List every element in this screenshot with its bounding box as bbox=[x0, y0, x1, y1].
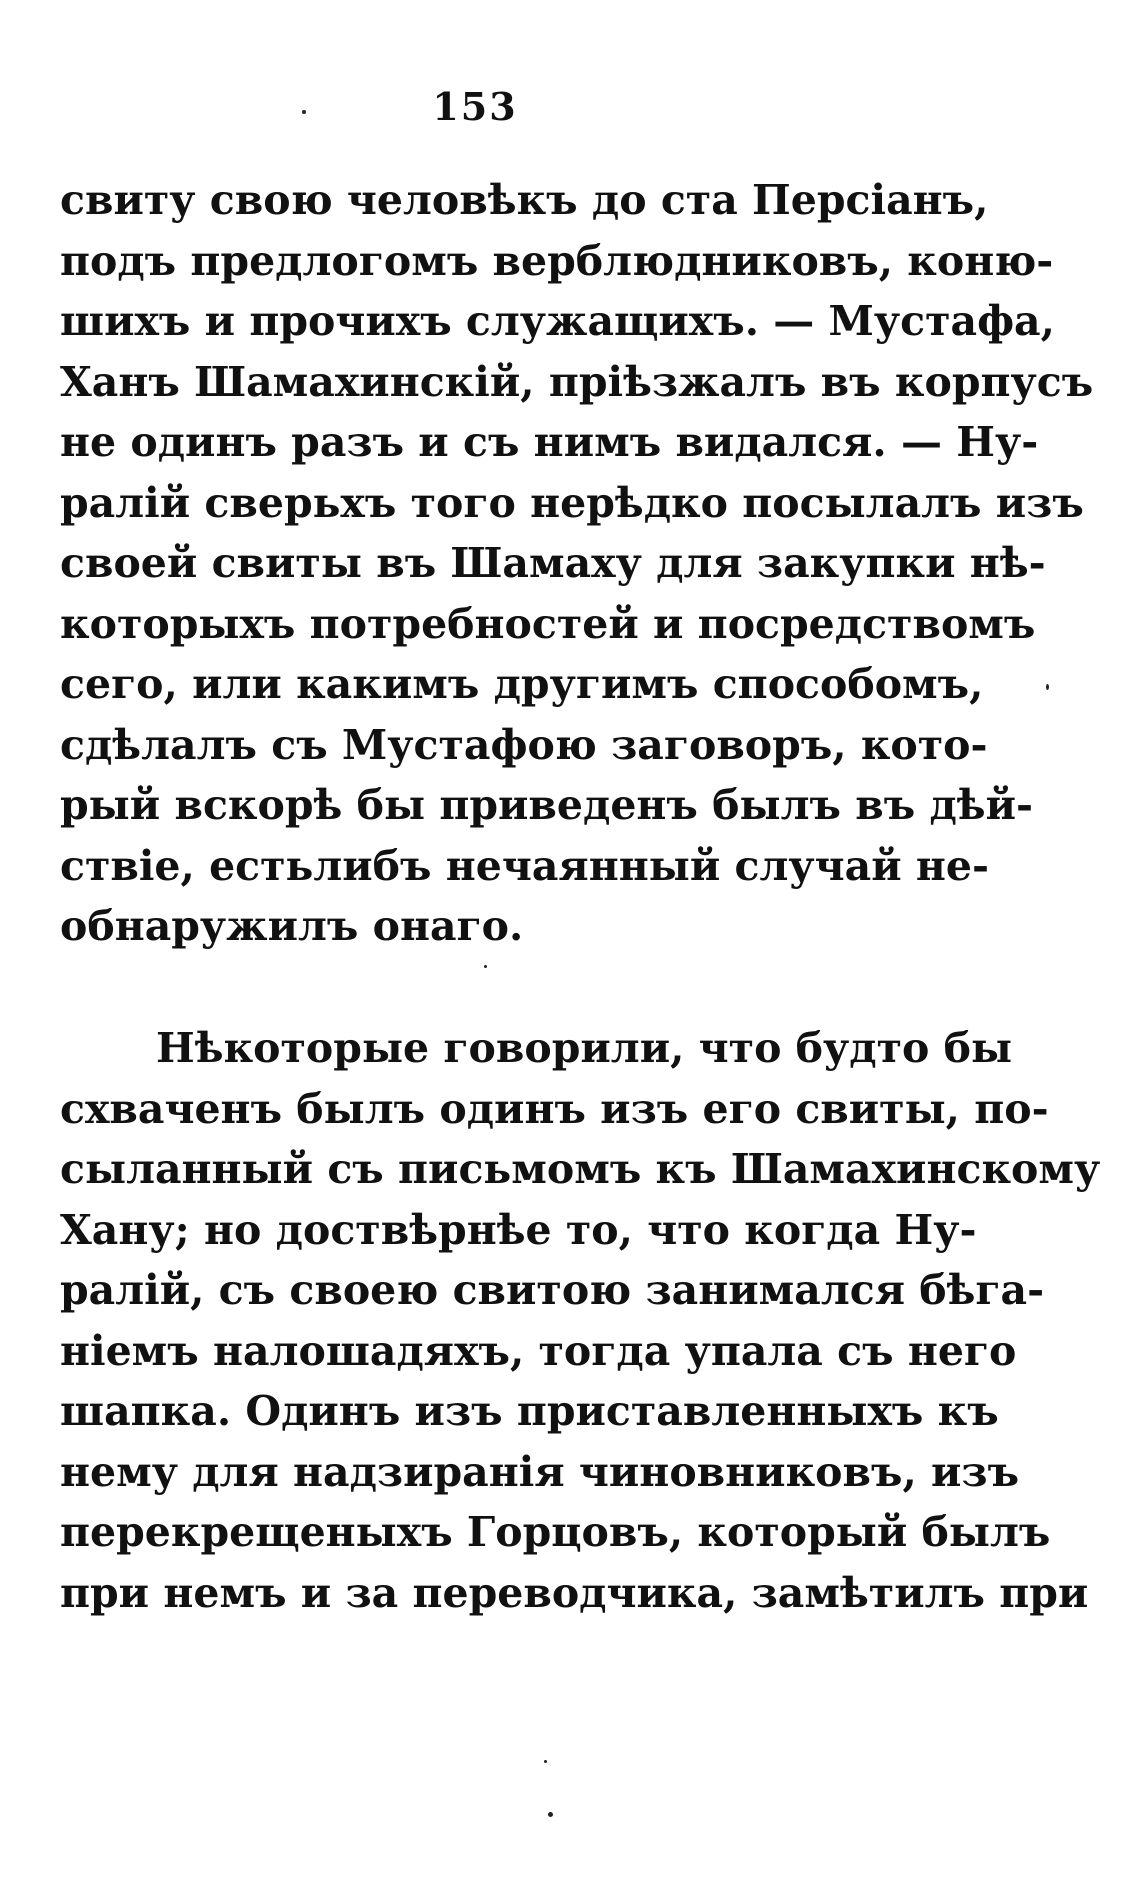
text-line: подъ предлогомъ верблюдниковъ, коню- bbox=[60, 236, 1054, 285]
text-line: своей свиты въ Шамаху для закупки нѣ- bbox=[60, 539, 1046, 587]
text-line: которыхъ потребностей и посредствомъ bbox=[60, 599, 1036, 648]
text-line: Хану; но доствѣрнѣе то, что когда Ну- bbox=[60, 1205, 977, 1254]
text-line: сего, или какимъ другимъ способомъ, bbox=[60, 660, 984, 708]
text-line: ралій, съ своею свитою занимался бѣга- bbox=[60, 1266, 1045, 1314]
paragraph-1 bbox=[60, 170, 1094, 957]
page-number: 153 bbox=[432, 84, 518, 129]
text-line: ствіе, естьлибъ нечаянный случай не- bbox=[60, 841, 989, 890]
text-line: рый вскорѣ бы приведенъ былъ въ дѣй- bbox=[60, 781, 1034, 829]
text-line: ралій сверьхъ того нерѣдко посылалъ изъ bbox=[60, 478, 1084, 527]
text-line: не одинъ разъ и съ нимъ видался. — Ну- bbox=[60, 418, 1039, 466]
scan-speck bbox=[544, 1760, 547, 1763]
text-line: нему для надзиранія чиновниковъ, изъ bbox=[60, 1447, 1020, 1496]
text-line: обнаружилъ онаго. bbox=[60, 902, 524, 950]
text-line: шихъ и прочихъ служащихъ. — Мустафа, bbox=[60, 297, 1055, 345]
text-line: сдѣлалъ съ Мустафою заговоръ, кото- bbox=[60, 720, 988, 769]
scan-speck bbox=[484, 965, 487, 968]
scan-speck bbox=[1046, 684, 1049, 690]
text-line: Ханъ Шамахинскій, пріѣзжалъ въ корпусъ bbox=[60, 357, 1094, 406]
paragraph-2 bbox=[60, 1018, 1101, 1623]
text-line: свиту свою человѣкъ до ста Персіанъ, bbox=[60, 176, 989, 224]
text-line: при немъ и за переводчика, замѣтилъ при bbox=[60, 1568, 1089, 1617]
text-line: сыланный съ письмомъ къ Шамахинскому bbox=[60, 1145, 1101, 1193]
scan-speck bbox=[302, 110, 306, 114]
scan-speck bbox=[548, 1812, 553, 1817]
text-line: ніемъ налошадяхъ, тогда упала съ него bbox=[60, 1326, 1017, 1375]
text-line: схваченъ былъ одинъ изъ его свиты, по- bbox=[60, 1084, 1049, 1133]
text-line: Нѣкоторые говорили, что будто бы bbox=[156, 1024, 1013, 1072]
text-line: шапка. Одинъ изъ приставленныхъ къ bbox=[60, 1387, 999, 1435]
text-line: перекрещеныхъ Горцовъ, который былъ bbox=[60, 1508, 1051, 1556]
